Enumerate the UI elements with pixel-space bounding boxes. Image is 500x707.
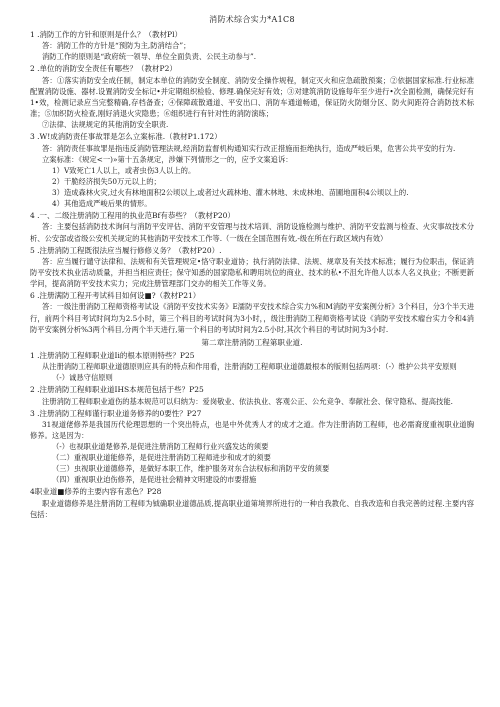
answer-paragraph: 从注册消防工程师职业道德原则应具有的特点和作用看，注册消防工程师职业道德最根本的版则包括两项：（-）维护公共平安原则 [42, 362, 457, 372]
question-title: 1 .消防工作的方针和原则是什么？（教材Pl） [30, 30, 182, 39]
answer-paragraph: 消防工作的原则是“政府统一领导、单位全面负责、公民主动参与”. [42, 52, 257, 62]
question-title: 3 .注册消防工程师谨行职业道务修养的0要性？P27 [30, 408, 202, 418]
answer-paragraph: 答：主要包括消防技术询问与消防平安评估、消防平安管理与技术培训、消防设施检测与维护、消防平安监测与检查、火灾事故技术分析、公安部或省级公安机关规定的其他消防平安技术工作等.（一级在全国范围有效,-级在所在行政区域内有效） [30, 222, 474, 243]
question-title: 6 .注册满防工程开考试科目如何设■?（教材P21） [30, 291, 201, 301]
answer-paragraph: 答：应当履行谴守法律和、法规和有关管理规定•恪守职业道协；执行消防法律、法规、规章及有关技术标准；履行为位职击，保证消防平安技术执业活动质量，并担当相应责任；保守知悉的国家隐私和聘用坑位的商业、技术的私•不沮允许他人以本人名义执业；不断更新学问，提高消防平安技术实力；完成注册管理部门交办的相关工作等义务。 [30, 256, 474, 289]
list-item: 4）其他造成严峻后果的情形。 [52, 199, 152, 209]
section2-question-1 [30, 350, 474, 383]
list-item: 2）干脆经济损失50万元以上的； [52, 176, 161, 186]
question-3 [30, 131, 474, 209]
question-4 [30, 210, 474, 243]
answer-paragraph: 31视道佬修养是我国历代伦理思想的一个突出特点，也是中外优秀人才的成才之道。作为注册消防工程师，也必需裔度重视职业道胸修养。这是因为： [30, 419, 474, 441]
document-title: 消防术综合实力*A1C8 [209, 15, 295, 24]
question-2 [30, 63, 474, 130]
answer-paragraph: 职业道德修养是注册消防工程师为钺确职业道德品质,提高职业道第境界所进行的一种自我教化、自我改造和自我完善的过程.主要内容包括： [30, 498, 474, 519]
list-item: 3）造成森林火灾,过火有林地面积2公顷以上,或者过火疏林地、灌木林地、未成林地、苗圃地面积4公顷以上的. [52, 187, 409, 197]
section-title: 第二章注册消防工程第职业道. [201, 337, 303, 347]
section2-question-2 [30, 384, 474, 406]
answer-paragraph: 注册消防工程师职业道伤的基本规范可以归纳为：爱岗敬业、依法执业、客观公正、公允竞争、奉献社会、保守隐私、提高技能. [42, 396, 453, 406]
answer-paragraph: 答：消防责任事故罪是指违反消防管理法规,经消防监督机构通知实行改正措施而拒绝执行，造成严岐后果，危害公共平安的行为. [42, 143, 456, 153]
list-item: 1）V致死亡1人以上，或者虫伤3人以上的。 [52, 165, 196, 175]
question-1 [30, 29, 474, 62]
answer-paragraph: 答：消防工作的方针是“预防为主,防消结合”； [42, 41, 191, 51]
question-title: 2 .单位的消防安全责任有哪些？（教材P2） [30, 64, 177, 74]
answer-paragraph: 答：①落实消防安全成任制，制定本单位的消防安全制度、消防安全操作规程，制定灭火和应急疏散预案；②依据国家标准.行业标准配置消防设施、器材.设置消防安全标记•并定期组织检验、修理.确保完好有效；③对建筑消防设施每年至少进行•次全面检测，确保完好有1•效，检测记录应当完整精确,存档备查；④保障疏散通道、平安出口、消防车通道畅通，保证防火防烟分区、防火间距符合消防技术标准；⑤加织防火检查,刚好消退火灾隐患；⑥组织进行有针对性的消防演练； [30, 75, 474, 119]
question-5 [30, 245, 474, 290]
list-item: （二）重视职业道能修养，是促进注册消防工程师进步和成才的须要 [52, 453, 271, 463]
section2-question-4 [30, 486, 474, 519]
list-item: （-）也视职业道楚修养,是促进注册消防工程师行业兴盛发达的须要 [52, 442, 269, 452]
question-title: 4职业道■修养的主要内容有悲色？P28 [30, 487, 162, 497]
list-item: （-）诚恳守信原则 [52, 373, 113, 383]
question-title: 5 .注册消防工程既很法应当履行修修义务？（教材P20）. [30, 245, 222, 255]
question-title: 3 .W!成消防责任事故罪是怎么立案标准.（教材P1.172） [30, 132, 222, 142]
question-title: 4 .一、二级注册消防工程用的执业范Bf有恭些？（教材P20） [30, 211, 235, 221]
list-item: （三）虫视职业道德修养，是做好本职工作，维护服务对东合法权标和消防平安的须要 [52, 464, 330, 474]
answer-paragraph: 立案标准：《规定<一)»第十五条规定，涉嫌下列情形之一的，应予文案追诉： [42, 154, 293, 164]
section2-question-3 [30, 408, 474, 486]
answer-paragraph: ⑦法律、法规规定的其他消防安全职责. [42, 120, 169, 130]
question-title: 2 .注册消防工程师职业道IHS本规范包括于些？P25 [30, 385, 204, 395]
question-6 [30, 290, 474, 335]
list-item: （四）重视职业迫伤修养，是促进社会精神文明建设的市要措施 [52, 475, 257, 485]
question-title: 1 .注册消防工程师职业道Ii的根本原则特些？P25 [30, 350, 195, 360]
answer-paragraph: 答：一级注册消防工程师资格考试设《消防平安技术实务》E濡防平安技术综合实力%和M消防平安案例分析》3个科目，分3个半天进行，前两个科目考试时间均为2.5小时，第三个科目的考试时间为3小时，，级注册消防工程师资格考试设《消防平安技术瘤台实力令和4消防平安案例分析%3两个科目,分两个半天进行,第一个科目的考试时间为2.5小时,其次个科目的考试时间为3小时. [30, 302, 474, 334]
